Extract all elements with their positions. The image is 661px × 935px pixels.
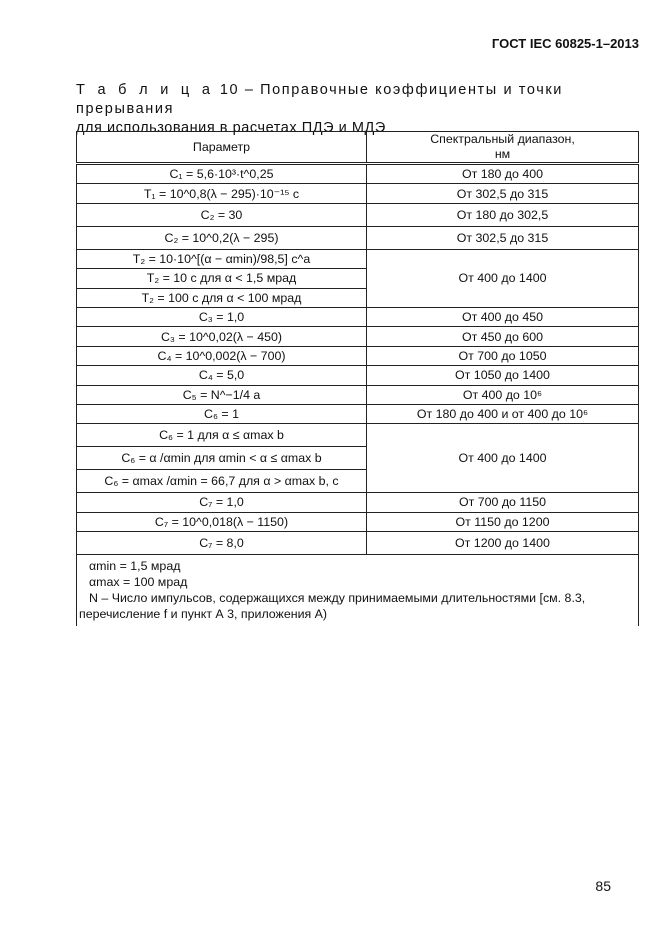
caption-line-1 [76, 81, 638, 119]
note-n-line-1: N – Число импульсов, содержащихся между принимаемыми длительностями [см. 8.3, [89, 591, 586, 606]
range-cell: От 180 до 400 и от 400 до 10⁶ [367, 404, 639, 423]
parameter-cell: C₇ = 10^0,018(λ − 1150) [77, 512, 367, 531]
table-row [77, 366, 639, 385]
range-cell: От 302,5 до 315 [367, 184, 639, 203]
parameter-cell: C₆ = α /αmin для αmin < α ≤ αmax b [77, 447, 367, 470]
range-cell: От 700 до 1050 [367, 346, 639, 365]
range-cell: От 450 до 600 [367, 327, 639, 346]
table-row [77, 532, 639, 555]
range-cell: От 400 до 10⁶ [367, 385, 639, 404]
range-cell: От 400 до 1400 [367, 424, 639, 493]
header-parameter: Параметр [77, 132, 367, 164]
table-row [77, 385, 639, 404]
parameter-cell: C₁ = 5,6·10³·t^0,25 [77, 164, 367, 184]
table-row [77, 226, 639, 249]
table-row [77, 184, 639, 203]
parameter-cell: C₆ = 1 для α ≤ αmax b [77, 424, 367, 447]
table-row [77, 327, 639, 346]
notes-row [77, 555, 639, 627]
table-row [77, 164, 639, 184]
range-cell: От 1150 до 1200 [367, 512, 639, 531]
range-cell: От 1050 до 1400 [367, 366, 639, 385]
table-notes [77, 555, 639, 627]
parameter-cell: C₅ = N^−1/4 a [77, 385, 367, 404]
note-alpha-min: αmin = 1,5 мрад [89, 559, 181, 574]
parameter-cell: C₆ = αmax /αmin = 66,7 для α > αmax b, c [77, 470, 367, 493]
parameter-cell: C₂ = 30 [77, 203, 367, 226]
table-row [77, 307, 639, 326]
header-range-line-1: Спектральный диапазон, [430, 132, 575, 146]
parameter-cell: C₆ = 1 [77, 404, 367, 423]
caption-table-word: Т а б л и ц а [76, 82, 215, 98]
note-n-line-2: перечисление f и пункт А 3, приложения А) [79, 607, 328, 622]
header-range-unit: нм [494, 147, 511, 161]
parameter-cell: T₂ = 100 с для α < 100 мрад [77, 288, 367, 307]
table-row [77, 203, 639, 226]
caption-line-2: для использования в расчетах ПДЭ и МДЭ [76, 120, 386, 136]
note-alpha-max: αmax = 100 мрад [89, 575, 188, 590]
range-cell: От 180 до 400 [367, 164, 639, 184]
range-cell: От 400 до 1400 [367, 249, 639, 307]
table-row [77, 493, 639, 512]
caption-title: 10 – Поправочные коэффициенты и точки прерывания [76, 82, 563, 117]
parameter-cell: T₂ = 10 с для α < 1,5 мрад [77, 269, 367, 288]
parameter-cell: C₄ = 10^0,002(λ − 700) [77, 346, 367, 365]
table-row [77, 512, 639, 531]
table-row [77, 404, 639, 423]
parameter-cell: C₇ = 1,0 [77, 493, 367, 512]
table-row [77, 249, 639, 268]
parameter-cell: T₁ = 10^0,8(λ − 295)·10⁻¹⁵ с [77, 184, 367, 203]
page-number: 85 [595, 878, 611, 894]
correction-factors-table [76, 131, 638, 626]
parameter-cell: C₇ = 8,0 [77, 532, 367, 555]
header-spectral-range [367, 132, 639, 164]
range-cell: От 180 до 302,5 [367, 203, 639, 226]
range-cell: От 1200 до 1400 [367, 532, 639, 555]
parameter-cell: C₂ = 10^0,2(λ − 295) [77, 226, 367, 249]
range-cell: От 400 до 450 [367, 307, 639, 326]
table-caption [76, 81, 638, 138]
parameter-cell: C₃ = 1,0 [77, 307, 367, 326]
parameter-cell: C₄ = 5,0 [77, 366, 367, 385]
parameter-cell: C₃ = 10^0,02(λ − 450) [77, 327, 367, 346]
document-code: ГОСТ IEC 60825-1–2013 [491, 36, 639, 51]
table-row [77, 346, 639, 365]
range-cell: От 302,5 до 315 [367, 226, 639, 249]
range-cell: От 700 до 1150 [367, 493, 639, 512]
parameter-cell: T₂ = 10·10^[(α − αmin)/98,5] с^a [77, 249, 367, 268]
table-row [77, 424, 639, 447]
